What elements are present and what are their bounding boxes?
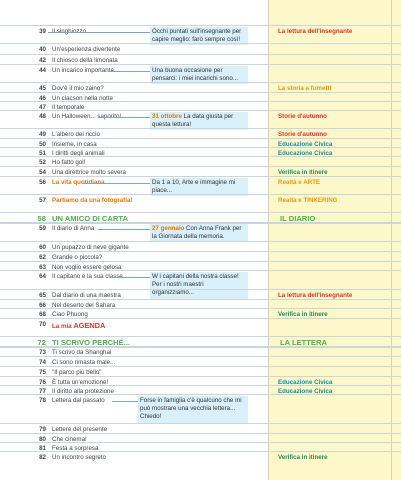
category-label: Storie d'autunno <box>278 131 327 138</box>
entry-title[interactable]: Un pupazzo di neve gigante <box>52 244 129 251</box>
table-row <box>0 251 401 261</box>
table-row <box>0 43 401 53</box>
entry-title[interactable]: Ci sono rimasta male... <box>52 359 116 366</box>
category-label: La storia a fumetti <box>278 85 332 92</box>
page-number: 52 <box>39 159 46 166</box>
page-number: 48 <box>39 113 46 120</box>
table-row <box>0 156 401 166</box>
page-number: 68 <box>39 311 46 318</box>
section-page-number: 72 <box>37 338 46 347</box>
page-number: 49 <box>39 131 46 138</box>
note-leader-line <box>98 229 150 230</box>
page-number: 65 <box>39 292 46 299</box>
entry-title[interactable]: Il temporale <box>52 104 85 111</box>
entry-title[interactable]: Un'esperienza divertente <box>52 46 121 53</box>
entry-title[interactable]: Dov'è il mio zaino? <box>52 85 104 92</box>
entry-title[interactable]: Un clacson nella notte <box>52 95 113 102</box>
category-label: La lettura dell'insegnante <box>278 28 353 35</box>
note-date: 27 gennaio <box>152 225 185 232</box>
category-label: Verifica in itinere <box>278 311 328 318</box>
note-date: 31 ottobre <box>152 113 182 120</box>
note-leader-line <box>112 277 150 278</box>
page-number: 75 <box>39 369 46 376</box>
entry-title[interactable]: Insieme, in casa <box>52 141 97 148</box>
page-number: 50 <box>39 141 46 148</box>
category-label: Realtà e ARTE <box>278 179 321 186</box>
entry-title[interactable]: La vita quotidiana <box>52 179 105 186</box>
entry-title[interactable]: Il singhiozzo <box>52 28 87 35</box>
page-number: 39 <box>39 28 46 35</box>
entry-title[interactable]: Lettera dal passato <box>52 397 105 404</box>
teacher-note <box>150 224 248 242</box>
page-number: 64 <box>39 273 46 280</box>
category-label: Educazione Civica <box>278 388 333 395</box>
note-leader-line <box>100 117 150 118</box>
table-row <box>0 128 401 138</box>
table-row <box>0 241 401 251</box>
entry-title[interactable]: Lettere del presente <box>52 426 108 433</box>
entry-title[interactable]: Ho fatto gol! <box>52 159 86 166</box>
category-label: Educazione Civica <box>278 150 333 157</box>
table-row <box>0 194 401 204</box>
entry-title[interactable]: Festa a sorpresa <box>52 445 99 452</box>
section-title[interactable]: TI SCRIVO PERCHÉ... <box>52 338 131 347</box>
entry-title[interactable]: Il chiosco della limonata <box>52 57 118 64</box>
page-number: 77 <box>39 388 46 395</box>
entry-title[interactable]: Un incarico importante <box>52 67 114 74</box>
entry-title[interactable]: Grande o piccola? <box>52 254 103 261</box>
entry-title[interactable]: Il capitano e la sua classe <box>52 273 123 280</box>
note-text: Con Anna Frank per la Giornata della memoria. <box>152 225 242 241</box>
note-text: Una buona occasione per pensarci: i miei incarichi sono... <box>152 67 238 83</box>
note-leader-line <box>108 71 150 72</box>
section-genre: IL DIARIO <box>280 214 316 223</box>
table-row <box>0 82 401 92</box>
page-number: 76 <box>39 379 46 386</box>
page-number: 46 <box>39 95 46 102</box>
section-header <box>0 336 401 348</box>
page-number: 40 <box>39 46 46 53</box>
entry-title[interactable]: Il diritto alla protezione <box>52 388 114 395</box>
page-number: 70 <box>39 321 46 328</box>
entry-title[interactable]: Nel deserto del Sahara <box>52 302 116 309</box>
category-label: Storie d'autunno <box>278 113 327 120</box>
table-row <box>0 394 401 423</box>
note-text: Occhi puntati sull'insegnante per capire meglio: farò sempre così! <box>152 28 242 44</box>
page-number: 66 <box>39 302 46 309</box>
page-number: 80 <box>39 436 46 443</box>
page-number: 42 <box>39 57 46 64</box>
page-number: 54 <box>39 169 46 176</box>
section-page-number: 58 <box>37 214 46 223</box>
note-text: W i capitani della nostra classe! Per i nostri maestri organizziamo... <box>152 273 239 297</box>
note-text: La data giusta per questa lettura! <box>152 113 234 129</box>
table-row <box>0 166 401 176</box>
page-number: 44 <box>39 67 46 74</box>
entry-title[interactable]: Dal diario di una maestra <box>52 292 121 299</box>
category-label: Verifica in itinere <box>278 454 328 461</box>
page-number: 82 <box>39 454 46 461</box>
category-label: La lettura dell'insegnante <box>278 292 353 299</box>
page-number: 73 <box>39 349 46 356</box>
page-number: 47 <box>39 104 46 111</box>
note-text: Forse in famiglia c'è qualcuno che mi può mostrare una vecchia lettera... Chiedo! <box>140 397 242 421</box>
page-number: 79 <box>39 426 46 433</box>
entry-title[interactable]: Partiamo da una fotografia! <box>52 197 133 204</box>
entry-title[interactable]: Che cinema! <box>52 436 87 443</box>
entry-title-prefix: La mia <box>52 323 74 330</box>
table-row <box>0 176 401 194</box>
table-row <box>0 64 401 82</box>
table-row <box>0 356 401 366</box>
entry-title[interactable]: "Il parco più bello" <box>52 369 102 376</box>
entry-title[interactable]: Il diario di Anna <box>52 225 95 232</box>
entry-title-main: AGENDA <box>73 321 106 330</box>
table-row <box>0 318 401 328</box>
category-label: Realtà e TINKERING <box>278 197 338 204</box>
table-row <box>0 366 401 376</box>
table-row <box>0 451 401 461</box>
entry-title[interactable]: Ciao Phuong <box>52 311 88 318</box>
section-title[interactable]: UN AMICO DI CARTA <box>52 214 128 223</box>
section-genre: LA LETTERA <box>280 338 327 347</box>
entry-title[interactable]: Un incontro segreto <box>52 454 106 461</box>
page-number: 62 <box>39 254 46 261</box>
table-row <box>0 423 401 433</box>
page-number: 59 <box>39 225 46 232</box>
page-number: 45 <box>39 85 46 92</box>
category-label: Verifica in itinere <box>278 169 328 176</box>
entry-title[interactable]: Ti scrivo da Shanghai <box>52 349 112 356</box>
note-leader-line <box>82 183 150 184</box>
entry-title[interactable]: L'albero del riccio <box>52 131 100 138</box>
page-number: 57 <box>39 197 46 204</box>
table-row <box>0 25 401 43</box>
entry-title[interactable]: È tutta un'emozione! <box>52 379 109 386</box>
page-number: 56 <box>39 179 46 186</box>
page-number: 63 <box>39 264 46 271</box>
table-row <box>0 308 401 318</box>
page-number: 51 <box>39 150 46 157</box>
page-number: 78 <box>39 397 46 404</box>
page-number: 60 <box>39 244 46 251</box>
entry-title[interactable]: I diritti degli animali <box>52 150 105 157</box>
table-row <box>0 289 401 299</box>
teacher-note <box>138 396 248 423</box>
section-header <box>0 212 401 224</box>
table-row <box>0 110 401 128</box>
category-label: Educazione Civica <box>278 141 333 148</box>
note-leader-line <box>48 32 150 33</box>
entry-title[interactable] <box>52 321 105 330</box>
entry-title[interactable]: Una direttrice molto severa <box>52 169 126 176</box>
note-leader-line <box>112 401 138 402</box>
page-number: 74 <box>39 359 46 366</box>
page-number: 81 <box>39 445 46 452</box>
table-row <box>0 222 401 241</box>
entry-title[interactable]: Un Halloween... saporito! <box>52 113 122 120</box>
note-text: Da 1 a 10, Arte e immagine mi piace... <box>152 179 236 195</box>
entry-title[interactable]: Non voglio essere gelosa <box>52 264 122 271</box>
category-label: Educazione Civica <box>278 379 333 386</box>
table-row <box>0 54 401 64</box>
